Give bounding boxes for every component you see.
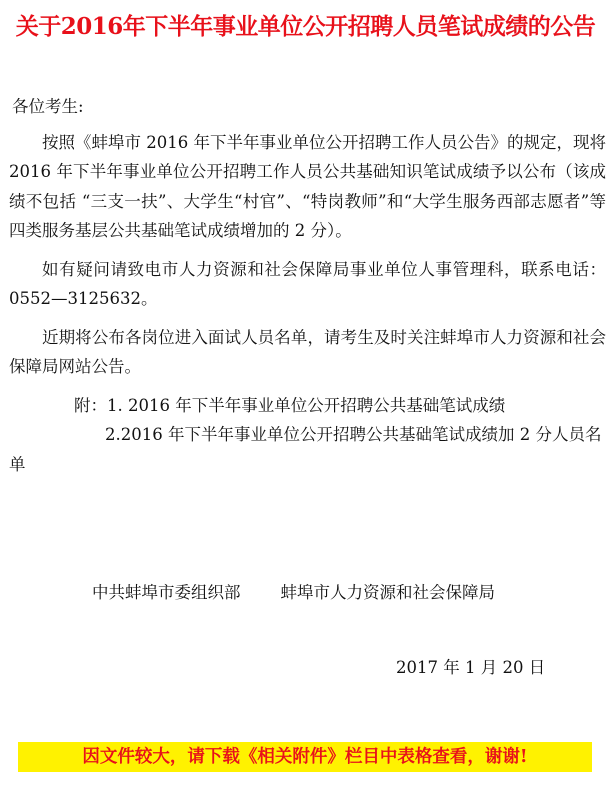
signature-org-2: 蚌埠市人力资源和社会保障局 [280,583,495,602]
paragraph-announcement: 按照《蚌埠市 2016 年下半年事业单位公开招聘工作人员公告》的规定，现将 2016 年下半年事业单位公开招聘工作人员公共基础知识笔试成绩予以公布（该成绩不包括 “三支一扶”、大学生“村官”、“特岗教师”和“大学生服务西部志愿者”等四类服务基层公共基础笔试成绩增加的 2 分）。 [9,132,606,240]
page-title: 关于2016年下半年事业单位公开招聘人员笔试成绩的公告 [15,13,596,40]
signature-block [92,579,495,607]
signature-org-1: 中共蚌埠市委组织部 [92,583,241,602]
document-date: 2017 年 1 月 20 日 [396,658,546,677]
download-notice-banner: 因文件较大，请下载《相关附件》栏目中表格查看，谢谢! [18,742,592,772]
document-body [6,92,606,479]
attachment-item-2: 2.2016 年下半年事业单位公开招聘公共基础笔试成绩加 2 分人员名单 [9,425,602,474]
salutation: 各位考生: [12,97,84,116]
paragraph-contact: 如有疑问请致电市人力资源和社会保障局事业单位人事管理科，联系电话：0552—3125632。 [9,259,606,308]
attachment-item-1: 附：1. 2016 年下半年事业单位公开招聘公共基础笔试成绩 [74,395,506,415]
paragraph-interview-notice: 近期将公布各岗位进入面试人员名单，请考生及时关注蚌埠市人力资源和社会保障局网站公告。 [9,327,606,376]
